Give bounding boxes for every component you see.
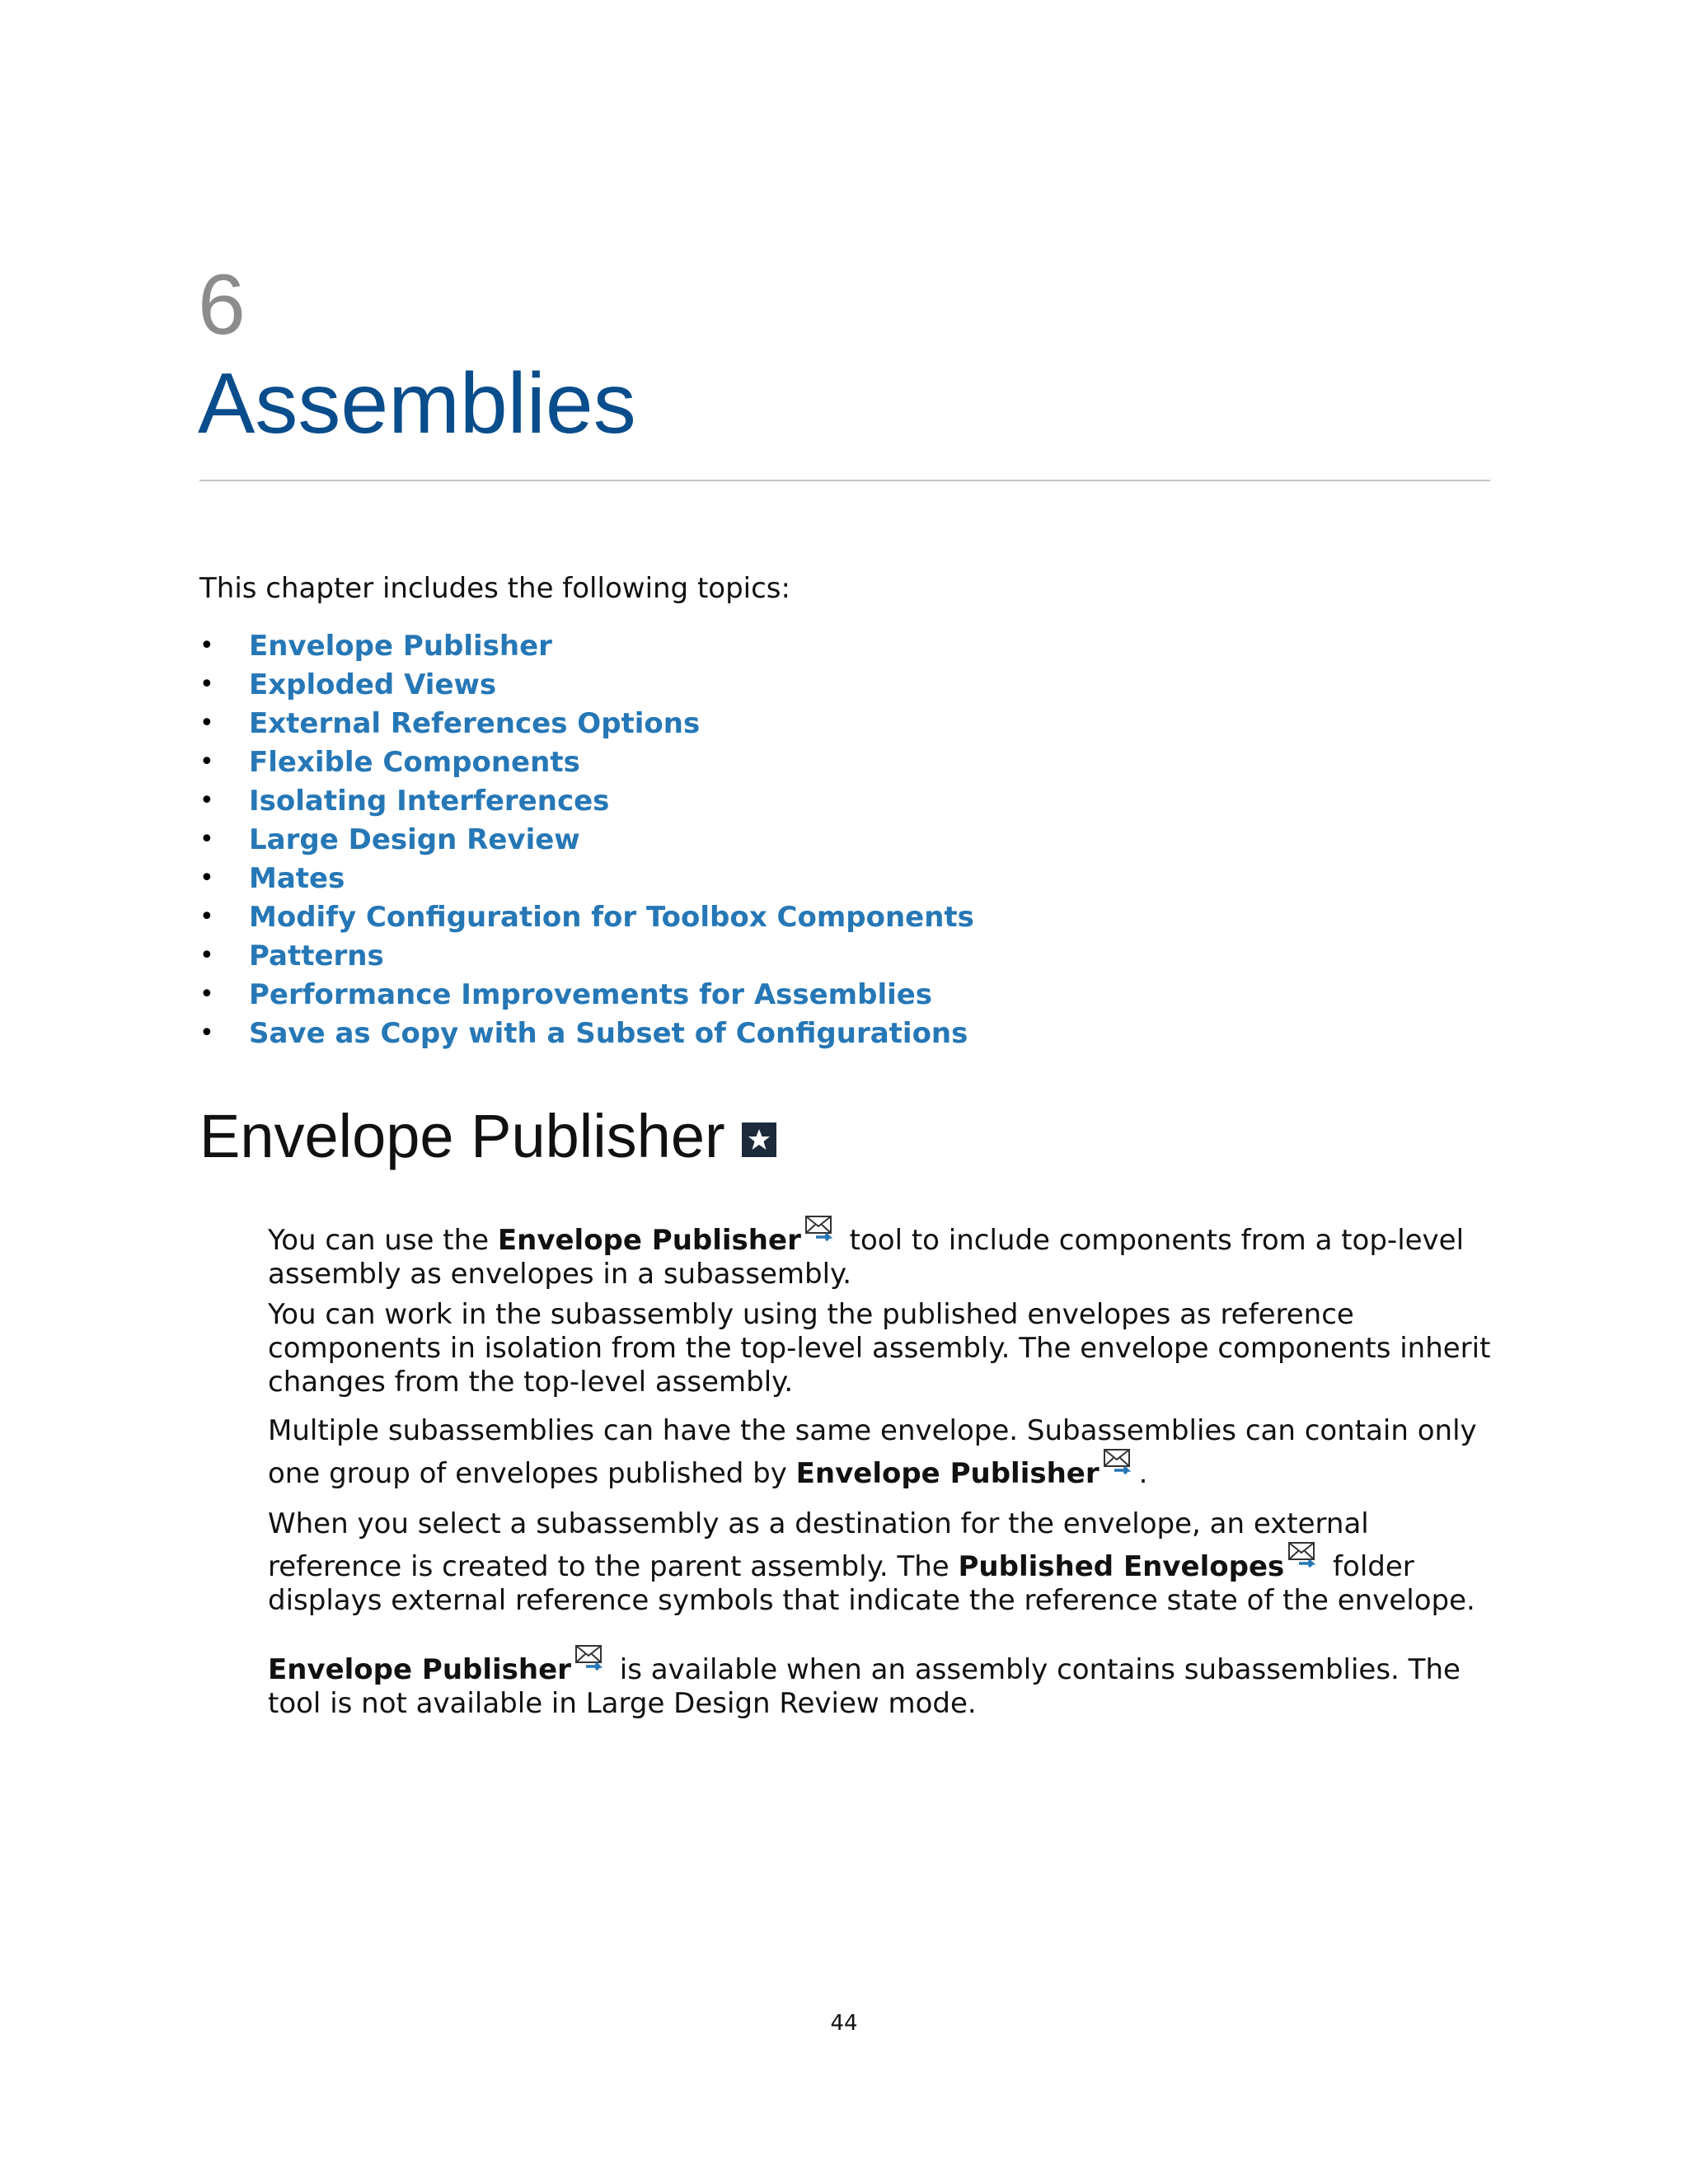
tool-name: Envelope Publisher bbox=[497, 1224, 801, 1257]
topic-link-patterns[interactable]: Patterns bbox=[249, 939, 384, 972]
tool-name: Envelope Publisher bbox=[268, 1653, 571, 1686]
bullet-icon: • bbox=[199, 864, 214, 893]
topic-link-external-references-options[interactable]: External References Options bbox=[249, 706, 701, 740]
bullet-icon: • bbox=[199, 709, 214, 738]
bullet-icon: • bbox=[199, 941, 214, 970]
topic-link-performance-improvements[interactable]: Performance Improvements for Assemblies bbox=[249, 977, 933, 1011]
bullet-icon: • bbox=[199, 1019, 214, 1047]
bullet-icon: • bbox=[199, 631, 214, 660]
bullet-icon: • bbox=[199, 670, 214, 699]
tool-name: Envelope Publisher bbox=[795, 1457, 1100, 1490]
list-item bbox=[199, 781, 1436, 820]
paragraph-text: You can use the bbox=[268, 1224, 498, 1257]
list-item bbox=[199, 820, 1436, 859]
list-item bbox=[199, 1014, 1436, 1052]
bullet-icon: • bbox=[199, 902, 214, 931]
topic-link-mates[interactable]: Mates bbox=[249, 861, 345, 895]
bullet-icon: • bbox=[199, 786, 214, 815]
list-item bbox=[199, 975, 1436, 1014]
topic-link-isolating-interferences[interactable]: Isolating Interferences bbox=[249, 784, 610, 818]
topic-link-envelope-publisher[interactable]: Envelope Publisher bbox=[249, 629, 552, 663]
published-envelopes-icon bbox=[1287, 1541, 1320, 1571]
new-feature-star-icon bbox=[742, 1122, 776, 1157]
list-item bbox=[199, 743, 1436, 781]
section-heading bbox=[199, 1102, 776, 1170]
bullet-icon: • bbox=[199, 825, 214, 854]
topic-link-large-design-review[interactable]: Large Design Review bbox=[249, 823, 580, 856]
page-number: 44 bbox=[830, 2011, 858, 2036]
topic-link-flexible-components[interactable]: Flexible Components bbox=[249, 745, 580, 779]
topic-list bbox=[199, 626, 1436, 1052]
paragraph-text: is available when an assembly contains subassemblies. The tool is not available in Large Design Review mode. bbox=[268, 1653, 1461, 1720]
bullet-icon: • bbox=[199, 980, 214, 1009]
envelope-publisher-icon bbox=[804, 1215, 837, 1244]
bullet-icon: • bbox=[199, 748, 214, 776]
chapter-number: 6 bbox=[198, 257, 246, 353]
paragraph-1 bbox=[268, 1215, 1491, 1291]
list-item bbox=[199, 859, 1436, 898]
list-item bbox=[199, 704, 1436, 743]
list-item bbox=[199, 898, 1436, 936]
topic-link-modify-configuration[interactable]: Modify Configuration for Toolbox Components bbox=[249, 900, 974, 934]
paragraph-3 bbox=[268, 1414, 1491, 1491]
paragraph-5 bbox=[268, 1644, 1491, 1721]
paragraph-text: When you select a subassembly as a destination for the envelope, an external reference is created to the parent assembly. The bbox=[268, 1507, 1369, 1583]
paragraph-text: Multiple subassemblies can have the same envelope. Subassemblies can contain only one group of envelopes published by bbox=[268, 1414, 1477, 1490]
chapter-title: Assemblies bbox=[198, 356, 636, 452]
title-divider bbox=[199, 480, 1490, 481]
paragraph-2: You can work in the subassembly using the published envelopes as reference components in isolation from the top-level assembly. The envelope components inherit changes from the top-level assembly. bbox=[268, 1298, 1491, 1399]
paragraph-text: folder displays external reference symbols that indicate the reference state of the envelope. bbox=[268, 1550, 1475, 1617]
folder-name: Published Envelopes bbox=[958, 1550, 1285, 1583]
list-item bbox=[199, 626, 1436, 665]
paragraph-text: . bbox=[1138, 1457, 1148, 1490]
topic-link-save-as-copy[interactable]: Save as Copy with a Subset of Configurations bbox=[249, 1016, 968, 1050]
chapter-intro: This chapter includes the following topics: bbox=[199, 572, 790, 605]
list-item bbox=[199, 936, 1436, 975]
paragraph-4 bbox=[268, 1507, 1491, 1618]
section-heading-text: Envelope Publisher bbox=[199, 1102, 725, 1170]
list-item bbox=[199, 665, 1436, 704]
envelope-publisher-icon bbox=[574, 1644, 607, 1674]
paragraph-text: tool to include components from a top-level assembly as envelopes in a subassembly. bbox=[268, 1224, 1465, 1291]
topic-link-exploded-views[interactable]: Exploded Views bbox=[249, 668, 497, 701]
envelope-publisher-icon bbox=[1103, 1448, 1136, 1478]
